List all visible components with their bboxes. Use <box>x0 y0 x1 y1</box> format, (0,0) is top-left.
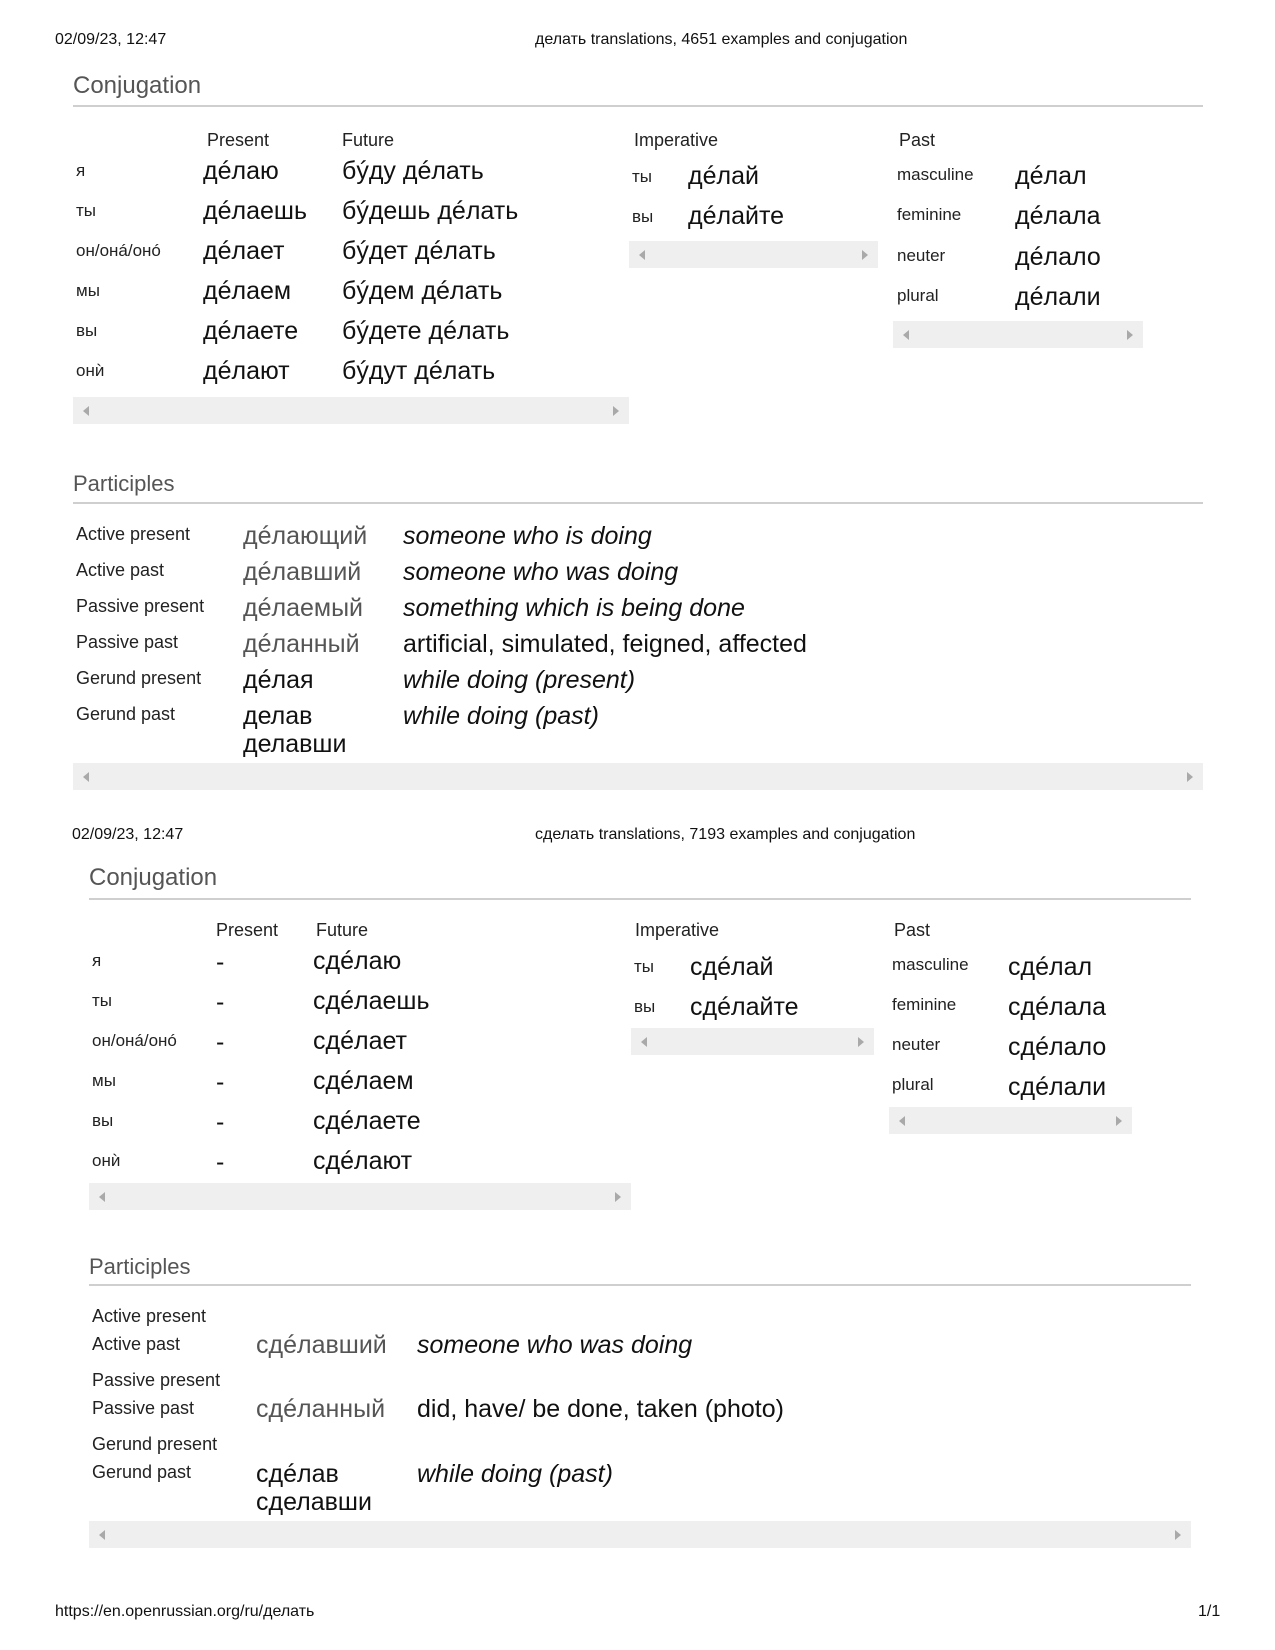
col-present-header: Present <box>207 130 270 150</box>
future-form: сдéлаешь <box>313 987 430 1015</box>
participle-label: Passive past <box>76 632 179 652</box>
past-form: сдéлало <box>1008 1033 1107 1061</box>
participle-label: Gerund past <box>76 704 176 724</box>
scroll-left-arrow-icon[interactable] <box>639 250 645 260</box>
participle-meaning: someone who was doing <box>417 1331 693 1359</box>
participle-meaning: someone who was doing <box>403 558 679 586</box>
future-form: сдéлают <box>313 1147 413 1175</box>
scroll-left-arrow-icon[interactable] <box>903 330 909 340</box>
col-future-header: Future <box>316 920 369 940</box>
scroll-right-arrow-icon[interactable] <box>1187 772 1193 782</box>
present-form: - <box>216 1108 225 1136</box>
future-form: бýдут дéлать <box>342 357 496 385</box>
past-form: сдéлали <box>1008 1073 1107 1101</box>
participle-form: дéлая <box>243 666 314 694</box>
past-form: дéлала <box>1015 202 1101 230</box>
pronoun: мы <box>76 281 100 300</box>
pronoun: вы <box>76 321 98 340</box>
horizontal-scrollbar[interactable] <box>89 1521 1191 1548</box>
horizontal-scrollbar[interactable] <box>73 763 1203 790</box>
past-label: masculine <box>892 955 969 974</box>
past-form: сдéлала <box>1008 993 1106 1021</box>
participle-meaning: did, have/ be done, taken (photo) <box>417 1395 784 1423</box>
pronoun: я <box>76 161 86 180</box>
horizontal-scrollbar[interactable] <box>893 321 1143 348</box>
participles-title: Participles <box>89 1254 191 1279</box>
participle-label: Active present <box>76 524 191 544</box>
present-form: дéлаете <box>203 317 299 345</box>
participle-meaning: while doing (past) <box>417 1460 613 1488</box>
past-form: дéлали <box>1015 283 1101 311</box>
future-form: сдéлаем <box>313 1067 414 1095</box>
header-datetime: 02/09/23, 12:47 <box>72 826 184 843</box>
scroll-left-arrow-icon[interactable] <box>99 1530 105 1540</box>
future-form: бýду дéлать <box>342 157 484 185</box>
present-form: - <box>216 1028 225 1056</box>
imperative-form: сдéлайте <box>690 993 799 1021</box>
future-form: бýдешь дéлать <box>342 197 519 225</box>
participle-form: дéлавший <box>243 558 362 586</box>
scroll-left-arrow-icon[interactable] <box>83 772 89 782</box>
pronoun: ты <box>76 201 97 220</box>
pronoun: мы <box>92 1071 116 1090</box>
imperative-pronoun: вы <box>634 997 656 1016</box>
pronoun: ты <box>92 991 113 1010</box>
scroll-right-arrow-icon[interactable] <box>1175 1530 1181 1540</box>
scroll-right-arrow-icon[interactable] <box>862 250 868 260</box>
conjugation-title: Conjugation <box>73 72 202 99</box>
present-form: - <box>216 1148 225 1176</box>
footer-page-number: 1/1 <box>1198 1603 1221 1620</box>
divider <box>89 1284 1191 1286</box>
participle-label: Passive past <box>92 1398 195 1418</box>
present-form: дéлаем <box>203 277 292 305</box>
participle-label: Gerund present <box>76 668 202 688</box>
past-form: сдéлал <box>1008 953 1093 981</box>
header-datetime: 02/09/23, 12:47 <box>55 31 167 48</box>
participle-form: дéлающий <box>243 522 368 550</box>
future-form: сдéлаете <box>313 1107 421 1135</box>
pronoun: вы <box>92 1111 114 1130</box>
scroll-left-arrow-icon[interactable] <box>99 1192 105 1202</box>
scroll-left-arrow-icon[interactable] <box>899 1116 905 1126</box>
participle-label: Active present <box>92 1306 207 1326</box>
imperative-form: дéлай <box>688 162 759 190</box>
present-form: дéлает <box>203 237 285 265</box>
past-label: feminine <box>892 995 957 1014</box>
participle-label: Passive present <box>92 1370 221 1390</box>
past-label: masculine <box>897 165 974 184</box>
header-title: сделать translations, 7193 examples and conjugation <box>535 826 916 843</box>
scroll-left-arrow-icon[interactable] <box>641 1037 647 1047</box>
participle-label: Passive present <box>76 596 205 616</box>
col-past-header: Past <box>899 130 936 150</box>
participle-form: делав <box>243 702 313 730</box>
future-form: бýдете дéлать <box>342 317 510 345</box>
present-form: - <box>216 948 225 976</box>
scroll-right-arrow-icon[interactable] <box>615 1192 621 1202</box>
participle-form-alt: сделавши <box>256 1488 372 1516</box>
col-imperative-header: Imperative <box>635 920 720 940</box>
participle-meaning: while doing (past) <box>403 702 599 730</box>
participle-label: Active past <box>76 560 165 580</box>
imperative-form: сдéлай <box>690 953 774 981</box>
conjugation-title: Conjugation <box>89 864 218 891</box>
past-label: neuter <box>897 246 946 265</box>
participle-form-alt: делавши <box>243 730 347 758</box>
horizontal-scrollbar[interactable] <box>631 1028 874 1055</box>
divider <box>73 502 1203 504</box>
future-form: бýдем дéлать <box>342 277 503 305</box>
col-past-header: Past <box>894 920 931 940</box>
footer-url: https://en.openrussian.org/ru/делать <box>55 1603 315 1620</box>
past-label: plural <box>892 1075 934 1094</box>
participle-meaning: while doing (present) <box>403 666 636 694</box>
col-present-header: Present <box>216 920 279 940</box>
present-form: - <box>216 988 225 1016</box>
present-form: дéлаешь <box>203 197 307 225</box>
scroll-right-arrow-icon[interactable] <box>1127 330 1133 340</box>
scroll-right-arrow-icon[interactable] <box>858 1037 864 1047</box>
pronoun: я <box>92 951 102 970</box>
present-form: - <box>216 1068 225 1096</box>
past-form: дéлало <box>1015 243 1101 271</box>
horizontal-scrollbar[interactable] <box>889 1107 1132 1134</box>
header-title: делать translations, 4651 examples and conjugation <box>535 31 908 48</box>
pronoun: онѝ <box>76 361 105 380</box>
past-form: дéлал <box>1015 162 1087 190</box>
pronoun: он/онá/онó <box>76 241 161 260</box>
participle-meaning: artificial, simulated, feigned, affected <box>403 630 807 658</box>
participle-form: дéлаемый <box>243 594 364 622</box>
imperative-form: дéлайте <box>688 202 785 230</box>
participle-label: Gerund past <box>92 1462 192 1482</box>
divider <box>73 105 1203 107</box>
scroll-right-arrow-icon[interactable] <box>613 406 619 416</box>
participles-title: Participles <box>73 471 175 496</box>
present-form: дéлаю <box>203 157 279 185</box>
participle-form: дéланный <box>243 630 360 658</box>
imperative-pronoun: ты <box>632 167 653 186</box>
participle-meaning: something which is being done <box>403 594 745 622</box>
divider <box>89 898 1191 900</box>
pronoun: онѝ <box>92 1151 121 1170</box>
pronoun: он/онá/онó <box>92 1031 177 1050</box>
scroll-right-arrow-icon[interactable] <box>1116 1116 1122 1126</box>
present-form: дéлают <box>203 357 290 385</box>
participle-form: сдéлавший <box>256 1331 387 1359</box>
col-imperative-header: Imperative <box>634 130 719 150</box>
participle-form: сдéланный <box>256 1395 386 1423</box>
horizontal-scrollbar[interactable] <box>89 1183 631 1210</box>
participle-label: Active past <box>92 1334 181 1354</box>
participle-form: сдéлав <box>256 1460 339 1488</box>
imperative-pronoun: ты <box>634 957 655 976</box>
participle-meaning: someone who is doing <box>403 522 652 550</box>
scroll-left-arrow-icon[interactable] <box>83 406 89 416</box>
future-form: сдéлает <box>313 1027 408 1055</box>
past-label: feminine <box>897 205 962 224</box>
horizontal-scrollbar[interactable] <box>73 397 629 424</box>
future-form: бýдет дéлать <box>342 237 496 265</box>
past-label: plural <box>897 286 939 305</box>
imperative-pronoun: вы <box>632 207 654 226</box>
horizontal-scrollbar[interactable] <box>629 241 878 268</box>
future-form: сдéлаю <box>313 947 402 975</box>
participle-label: Gerund present <box>92 1434 218 1454</box>
col-future-header: Future <box>342 130 395 150</box>
past-label: neuter <box>892 1035 941 1054</box>
